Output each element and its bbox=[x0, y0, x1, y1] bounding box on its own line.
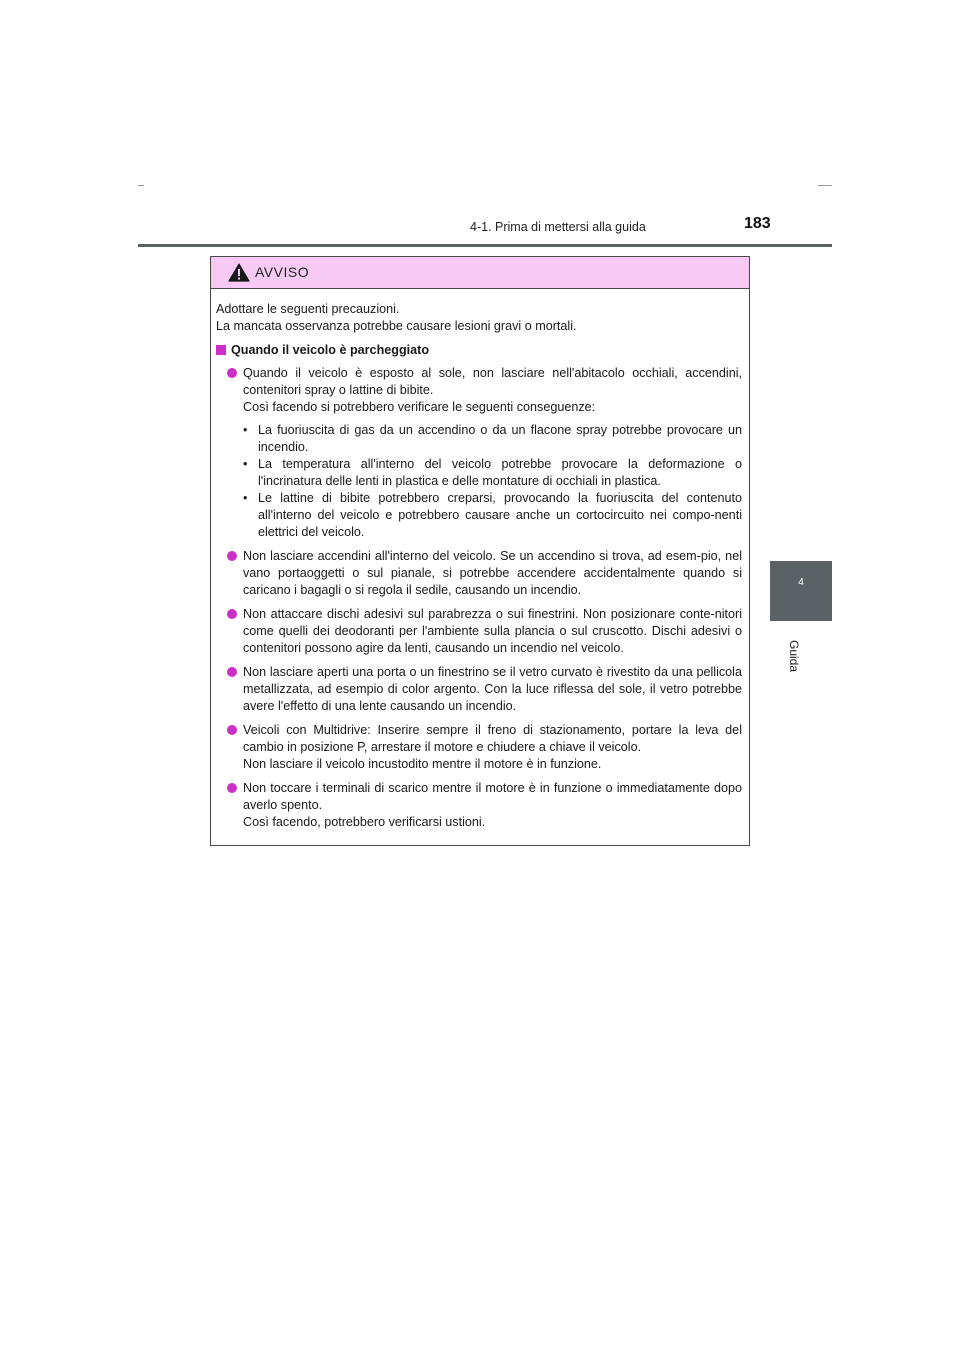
sub-list bbox=[243, 422, 742, 541]
sub-item-text: Le lattine di bibite potrebbero creparsi, provocando la fuoriuscita del contenuto all'interno del veicolo e potrebbero causare anche un cortocircuito nei compo-nenti elettrici del veicolo. bbox=[258, 491, 742, 539]
chapter-number: 4 bbox=[798, 577, 804, 588]
round-bullet-icon bbox=[227, 725, 237, 735]
intro-line: La mancata osservanza potrebbe causare lesioni gravi o mortali. bbox=[216, 319, 577, 333]
section-title: 4-1. Prima di mettersi alla guida bbox=[470, 220, 646, 234]
sub-bullet: • bbox=[243, 423, 248, 437]
round-bullet-icon bbox=[227, 609, 237, 619]
item-text-continued: Non lasciare il veicolo incustodito mentre il motore è in funzione. bbox=[243, 757, 602, 771]
round-bullet-icon bbox=[227, 551, 237, 561]
list-item bbox=[227, 548, 742, 599]
section-heading bbox=[216, 342, 742, 359]
round-bullet-icon bbox=[227, 667, 237, 677]
list-item bbox=[227, 780, 742, 831]
crop-mark-right bbox=[818, 185, 832, 186]
sub-list-item bbox=[243, 490, 742, 541]
item-text: Non attaccare dischi adesivi sul parabrezza o sui finestrini. Non posizionare conte-nitori come quelli dei deodoranti per l'ambiente sulla plancia o sul cruscotto. Dischi adesivi o contenitori possono agire da lenti, causando un incendio nel veicolo. bbox=[243, 607, 742, 655]
square-bullet-icon bbox=[216, 345, 226, 355]
intro-line: Adottare le seguenti precauzioni. bbox=[216, 302, 400, 316]
item-text: Veicoli con Multidrive: Inserire sempre il freno di stazionamento, portare la leva del cambio in posizione P, arrestare il motore e chiudere a chiave il veicolo. bbox=[243, 723, 742, 754]
section-heading-text: Quando il veicolo è parcheggiato bbox=[231, 343, 430, 357]
warning-title: AVVISO bbox=[255, 264, 310, 280]
sub-bullet: • bbox=[243, 491, 248, 505]
item-text-continued: Così facendo si potrebbero verificare le seguenti conseguenze: bbox=[243, 400, 596, 414]
list-item bbox=[227, 365, 742, 541]
item-text: Non lasciare accendini all'interno del veicolo. Se un accendino si trova, ad esem-pio, nel vano portaoggetti o sul pianale, si potrebbe accendere accidentalmente quando si caricano i bagagli o si regola il sedile, causando un incendio. bbox=[243, 549, 742, 597]
warning-box bbox=[210, 256, 750, 846]
item-text: Non lasciare aperti una porta o un finestrino se il vetro curvato è rivestito da una pellicola metallizzata, ad esempio di color argento. Con la luce riflessa del sole, il vetro potrebbe avere l'effetto di una lente causando un incendio. bbox=[243, 665, 742, 713]
item-text: Quando il veicolo è esposto al sole, non lasciare nell'abitacolo occhiali, accendini, contenitori spray o lattine di bibite. bbox=[243, 366, 742, 397]
header-rule bbox=[138, 244, 832, 247]
warning-triangle-icon bbox=[228, 263, 250, 282]
intro bbox=[216, 301, 742, 335]
warning-header bbox=[211, 257, 749, 289]
sub-list-item bbox=[243, 456, 742, 490]
page-number: 183 bbox=[744, 215, 771, 232]
item-text-continued: Così facendo, potrebbero verificarsi ustioni. bbox=[243, 815, 486, 829]
sub-item-text: La temperatura all'interno del veicolo potrebbe provocare la deformazione o l'incrinatura delle lenti in plastica e delle montature di occhiali in plastica. bbox=[258, 457, 742, 488]
sub-list-item bbox=[243, 422, 742, 456]
list-item bbox=[227, 722, 742, 773]
sub-bullet: • bbox=[243, 457, 248, 471]
chapter-label: Guida bbox=[787, 640, 801, 673]
chapter-tab bbox=[770, 561, 832, 621]
sub-item-text: La fuoriuscita di gas da un accendino o da un flacone spray potrebbe provocare un incendio. bbox=[258, 423, 742, 454]
round-bullet-icon bbox=[227, 783, 237, 793]
list-item bbox=[227, 664, 742, 715]
round-bullet-icon bbox=[227, 368, 237, 378]
warning-body bbox=[211, 289, 749, 831]
list-item bbox=[227, 606, 742, 657]
crop-mark-left bbox=[138, 185, 144, 186]
item-text: Non toccare i terminali di scarico mentre il motore è in funzione o immediatamente dopo averlo spento. bbox=[243, 781, 742, 812]
